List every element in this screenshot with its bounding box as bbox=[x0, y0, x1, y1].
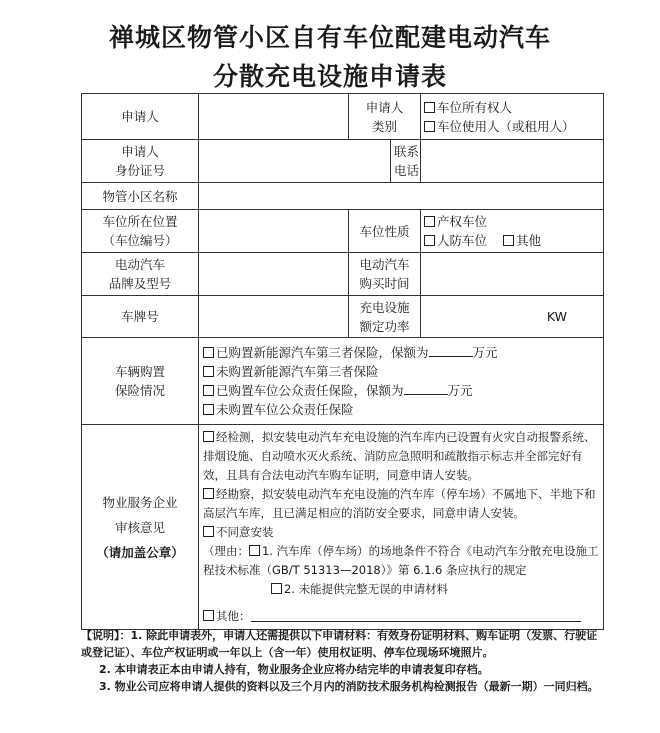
option-spot-not-insured[interactable]: 未购置车位公众责任保险 bbox=[203, 400, 599, 419]
input-id-number[interactable] bbox=[199, 140, 391, 183]
row-id bbox=[82, 140, 604, 183]
notes-section bbox=[81, 627, 603, 695]
checkbox-icon[interactable] bbox=[203, 526, 214, 537]
audit-option-rejected[interactable]: 不同意安装 bbox=[203, 523, 599, 542]
checkbox-icon[interactable] bbox=[424, 102, 435, 113]
input-applicant[interactable] bbox=[199, 94, 349, 140]
checkbox-icon[interactable] bbox=[271, 583, 282, 594]
option-owner[interactable]: 车位所有权人 bbox=[424, 98, 600, 117]
note-2: 2. 本申请表正本由申请人持有，物业服务企业应将办结完毕的申请表复印存档。 bbox=[99, 663, 489, 676]
label-location: 车位所在位置 （车位编号） bbox=[82, 210, 199, 253]
label-ev-brand: 电动汽车 品牌及型号 bbox=[82, 253, 199, 296]
label-contact-phone: 联系 电话 bbox=[391, 140, 421, 183]
label-applicant-type: 申请人 类别 bbox=[349, 94, 421, 140]
checkbox-icon[interactable] bbox=[424, 235, 435, 246]
insurance-options bbox=[199, 338, 604, 425]
applicant-type-options bbox=[421, 94, 604, 140]
amount-blank[interactable] bbox=[404, 382, 448, 395]
option-ev-insured[interactable]: 已购置新能源汽车第三者保险，保额为 万元 bbox=[203, 343, 599, 362]
audit-option-other[interactable]: 其他： bbox=[203, 607, 599, 626]
row-insurance bbox=[82, 338, 604, 425]
input-purchase-time[interactable] bbox=[421, 253, 604, 296]
row-location bbox=[82, 210, 604, 253]
option-spot-insured[interactable]: 已购置车位公众责任保险，保额为 万元 bbox=[203, 381, 599, 400]
audit-option-approved-surveyed[interactable]: 经勘察，拟安装电动汽车充电设施的汽车库（停车场）不属地下、半地下和高层汽车库，且已满足相应的消防安全要求，同意申请人安装。 bbox=[203, 487, 596, 520]
input-community[interactable] bbox=[199, 183, 604, 210]
other-blank[interactable] bbox=[251, 609, 581, 622]
amount-blank[interactable] bbox=[429, 344, 473, 357]
input-ev-brand[interactable] bbox=[199, 253, 349, 296]
audit-option-approved-detected[interactable]: 经检测，拟安装电动汽车充电设施的汽车库内已设置有火灾自动报警系统、排烟设施、自动喷水灭火系统、消防应急照明和疏散指示标志并全部完好有效，且具有合法电动汽车购车证明，同意申请人安装。 bbox=[203, 430, 596, 482]
checkbox-icon[interactable] bbox=[203, 431, 214, 442]
checkbox-icon[interactable] bbox=[203, 347, 214, 358]
option-civil-defense[interactable]: 人防车位 bbox=[424, 233, 487, 248]
audit-reason-1[interactable]: （理由： 1. 汽车库（停车场）的场地条件不符合《电动汽车分散充电设施工程技术标准（GB/T 51313—2018）》第 6.1.6 条应执行的规定 bbox=[203, 544, 599, 577]
note-1: 【说明】：1. 除此申请表外，申请人还需提供以下申请材料：有效身份证明材料、购车证明（发票、行驶证或登记证）、车位产权证明或一年以上（含一年）使用权证明、停车位现场环境照片。 bbox=[81, 629, 598, 659]
row-audit bbox=[82, 425, 604, 630]
audit-reason-2[interactable]: 2. 未能提供完整无误的申请材料 bbox=[203, 580, 599, 599]
input-location[interactable] bbox=[199, 210, 349, 253]
input-contact-phone[interactable] bbox=[421, 140, 604, 183]
row-applicant bbox=[82, 94, 604, 140]
label-parking-nature: 车位性质 bbox=[349, 210, 421, 253]
row-ev bbox=[82, 253, 604, 296]
checkbox-icon[interactable] bbox=[203, 610, 214, 621]
checkbox-icon[interactable] bbox=[203, 404, 214, 415]
label-audit: 物业服务企业 审核意见 （请加盖公章） bbox=[82, 425, 199, 630]
label-purchase-time: 电动汽车 购买时间 bbox=[349, 253, 421, 296]
option-ev-not-insured[interactable]: 未购置新能源汽车第三者保险 bbox=[203, 362, 599, 381]
input-rated-power[interactable] bbox=[421, 296, 604, 338]
label-community: 物管小区名称 bbox=[82, 183, 199, 210]
form-title-line-2: 分散充电设施申请表 bbox=[212, 62, 447, 91]
note-3: 3. 物业公司应将申请人提供的资料以及三个月内的消防技术服务机构检测报告（最新一期）一同归档。 bbox=[99, 680, 599, 693]
option-user[interactable]: 车位使用人（或租用人） bbox=[424, 117, 600, 136]
application-form-table bbox=[81, 93, 604, 630]
power-unit: KW bbox=[546, 309, 568, 324]
checkbox-icon[interactable] bbox=[249, 545, 260, 556]
label-rated-power: 充电设施 额定功率 bbox=[349, 296, 421, 338]
checkbox-icon[interactable] bbox=[424, 121, 435, 132]
option-property[interactable]: 产权车位 bbox=[424, 212, 600, 231]
row-community bbox=[82, 183, 604, 210]
checkbox-icon[interactable] bbox=[203, 488, 214, 499]
checkbox-icon[interactable] bbox=[424, 216, 435, 227]
checkbox-icon[interactable] bbox=[203, 385, 214, 396]
checkbox-icon[interactable] bbox=[203, 366, 214, 377]
label-id-number: 申请人 身份证号 bbox=[82, 140, 199, 183]
input-plate-number[interactable] bbox=[199, 296, 349, 338]
checkbox-icon[interactable] bbox=[503, 235, 514, 246]
option-other[interactable]: 其他 bbox=[503, 233, 541, 248]
label-insurance: 车辆购置 保险情况 bbox=[82, 338, 199, 425]
form-title-line-1: 禅城区物管小区自有车位配建电动汽车 bbox=[108, 23, 551, 52]
row-plate bbox=[82, 296, 604, 338]
parking-nature-options bbox=[421, 210, 604, 253]
label-applicant: 申请人 bbox=[82, 94, 199, 140]
label-plate-number: 车牌号 bbox=[82, 296, 199, 338]
audit-options bbox=[199, 425, 604, 630]
